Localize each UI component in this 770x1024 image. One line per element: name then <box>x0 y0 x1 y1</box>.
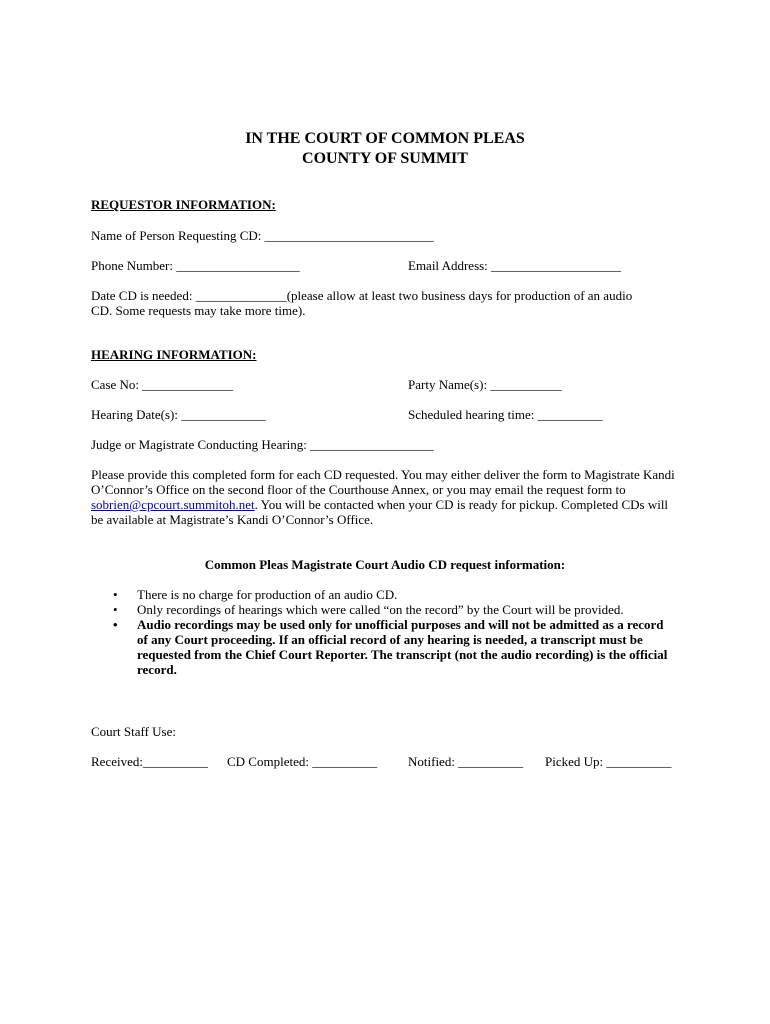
info-heading: Common Pleas Magistrate Court Audio CD request information: <box>204 557 566 572</box>
email-link[interactable]: sobrien@cpcourt.summitoh.net <box>91 497 255 512</box>
date-needed-line1: Date CD is needed: ______________(please allow at least two business days for production of an audio <box>91 288 633 303</box>
cd-completed-field: CD Completed: __________ <box>227 754 378 769</box>
judge-field: Judge or Magistrate Conducting Hearing: ___________________ <box>91 437 434 452</box>
county-title: COUNTY OF SUMMIT <box>302 150 468 167</box>
hearing-dates-field: Hearing Date(s): _____________ <box>91 407 266 422</box>
bullet-icon: • <box>113 587 118 602</box>
instructions-paragraph <box>91 467 681 527</box>
received-field: Received:__________ <box>91 754 208 769</box>
court-title: IN THE COURT OF COMMON PLEAS <box>245 130 525 147</box>
party-names-field: Party Name(s): ___________ <box>408 377 562 392</box>
instructions-text-1: Please provide this completed form for each CD requested. You may either deliver the form to Magistrate Kandi O’Connor’s Office on the second floor of the Courthouse Annex, or you may email the request form to <box>91 467 675 497</box>
bullet-icon: • <box>113 602 118 617</box>
instructions-text-2: . You will be contacted when your CD is ready for pickup. Completed CDs will be available at Magistrate’s Kandi O’Connor’s Office. <box>91 497 669 527</box>
picked-up-field: Picked Up: __________ <box>545 754 672 769</box>
list-item: • Only recordings of hearings which were called “on the record” by the Court will be provided. <box>113 602 624 617</box>
requestor-name-field: Name of Person Requesting CD: __________________________ <box>91 228 434 243</box>
bullet-icon: • <box>113 617 118 632</box>
date-needed-line2: CD. Some requests may take more time). <box>91 303 306 318</box>
phone-field: Phone Number: ___________________ <box>91 258 300 273</box>
case-number-field: Case No: ______________ <box>91 377 234 392</box>
hearing-heading: HEARING INFORMATION: <box>91 347 257 362</box>
staff-use-heading: Court Staff Use: <box>91 724 176 739</box>
scheduled-time-field: Scheduled hearing time: __________ <box>408 407 603 422</box>
email-field: Email Address: ____________________ <box>408 258 622 273</box>
list-item: • There is no charge for production of an audio CD. <box>113 587 398 602</box>
requestor-heading: REQUESTOR INFORMATION: <box>91 197 276 212</box>
info-list <box>91 587 671 677</box>
notified-field: Notified: __________ <box>408 754 524 769</box>
list-item: • Audio recordings may be used only for unofficial purposes and will not be admitted as a record of any Court proceeding. If an official record of any hearing is needed, a transcript must be requested from the Chief Court Reporter. The transcript (not the audio recording) is the official record. <box>113 617 668 677</box>
